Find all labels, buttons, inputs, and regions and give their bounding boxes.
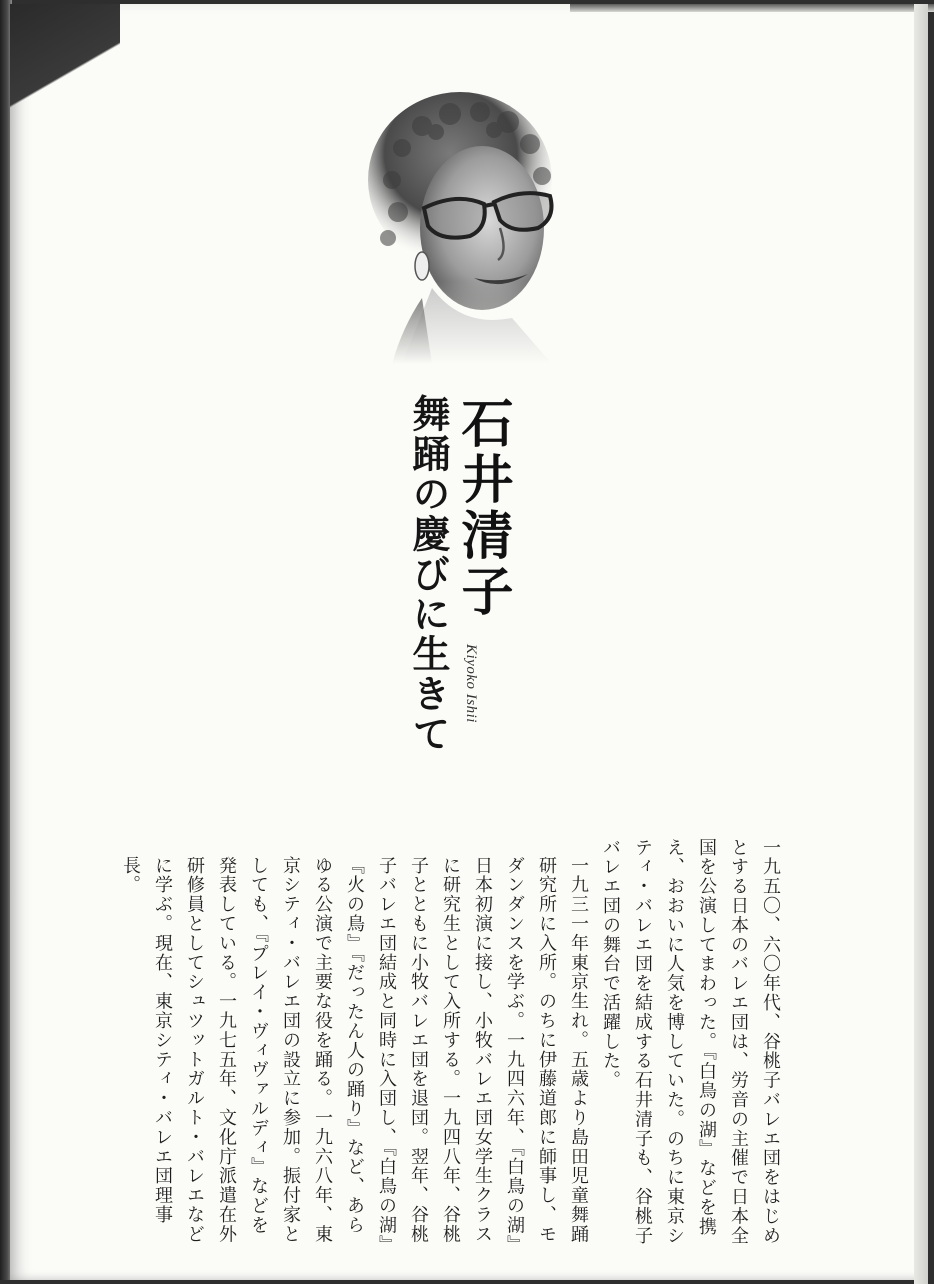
biography-text <box>114 838 786 1248</box>
bio-career-paragraph: 一九三一年東京生れ。五歳より島田児童舞踊研究所に入所。のちに伊藤道郎に師事し、モダンダンスを学ぶ。一九四六年、『白鳥の湖』日本初演に接し、小牧バレエ団女学生クラスに研究生として入所する。一九四八年、谷桃子とともに小牧バレエ団を退団。翌年、谷桃子バレエ団結成と同時に入団し、『白鳥の湖』『火の鳥』『だったん人の踊り』など、あらゆる公演で主要な役を踊る。一九六八年、東京シティ・バレエ団の設立に参加。振付家としても、『プレイ・ヴィヴァルディ』などを発表している。一九七五年、文化庁派遣在外研修員としてシュツットガルト・バレエなどに学ぶ。現在、東京シティ・バレエ団理事長。 <box>120 856 589 1246</box>
profile-name: 石井清子 <box>452 396 513 620</box>
bio-intro-paragraph: 一九五〇、六〇年代、谷桃子バレエ団をはじめとする日本のバレエ団は、労音の主催で日本全国を公演してまわった。『白鳥の湖』などを携え、おおいに人気を博していた。のちに東京シティ・バレエ団を結成する石井清子も、谷桃子バレエ団の舞台で活躍した。 <box>600 838 781 1246</box>
portrait-photo <box>362 88 562 364</box>
profile-romaji-name: Kiyoko Ishii <box>463 644 479 723</box>
folded-corner-shadow <box>10 4 120 194</box>
scan-top-edge <box>570 4 934 12</box>
scan-right-edge <box>914 4 928 1284</box>
profile-subtitle: 舞踊の慶びに生きて <box>406 394 451 754</box>
document-page <box>10 4 928 1280</box>
